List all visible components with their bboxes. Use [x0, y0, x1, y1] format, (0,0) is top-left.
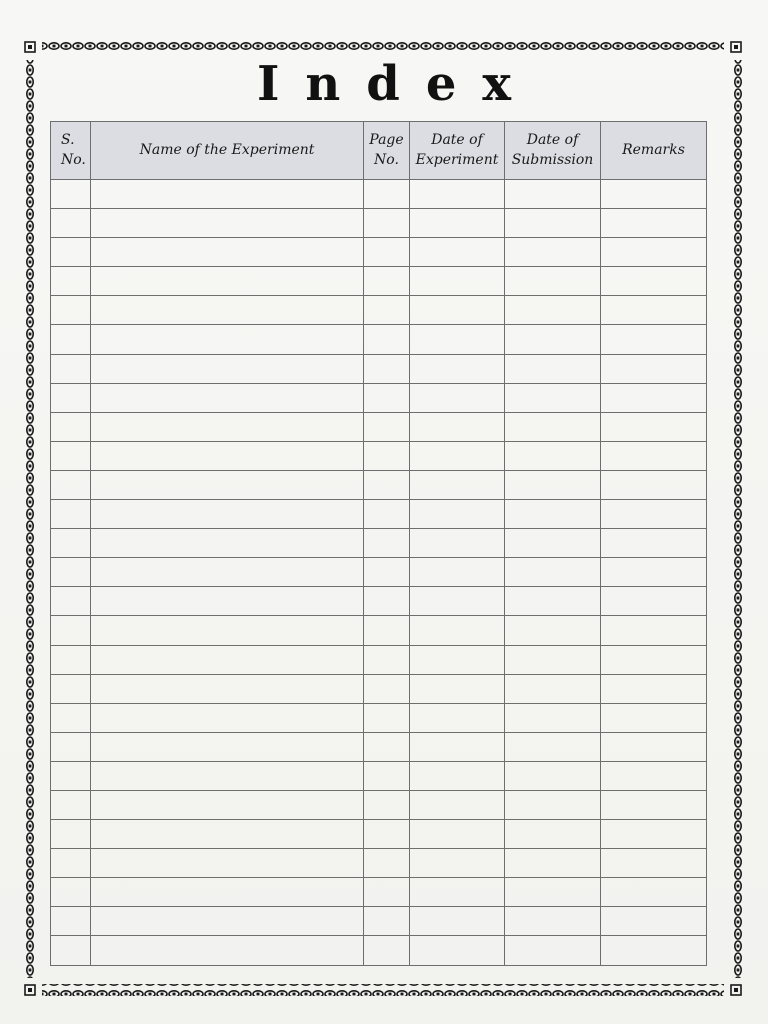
cell-page-no — [364, 849, 410, 878]
cell-page-no — [364, 383, 410, 412]
cell-date-of-submission — [505, 500, 601, 529]
cell-serial-no — [51, 674, 91, 703]
cell-serial-no — [51, 790, 91, 819]
cell-serial-no — [51, 529, 91, 558]
cell-serial-no — [51, 354, 91, 383]
table-row — [51, 209, 707, 238]
cell-remarks — [601, 296, 707, 325]
table-row — [51, 441, 707, 470]
cell-serial-no — [51, 732, 91, 761]
cell-experiment-name — [91, 616, 364, 645]
cell-date-of-experiment — [410, 180, 505, 209]
cell-page-no — [364, 529, 410, 558]
cell-date-of-submission — [505, 790, 601, 819]
cell-remarks — [601, 849, 707, 878]
table-row — [51, 936, 707, 965]
cell-date-of-experiment — [410, 441, 505, 470]
cell-remarks — [601, 558, 707, 587]
cell-page-no — [364, 936, 410, 965]
cell-date-of-submission — [505, 354, 601, 383]
header-experiment-name: Name of the Experiment — [91, 122, 364, 180]
table-row — [51, 674, 707, 703]
cell-experiment-name — [91, 674, 364, 703]
cell-date-of-submission — [505, 383, 601, 412]
cell-page-no — [364, 354, 410, 383]
cell-date-of-experiment — [410, 674, 505, 703]
cell-page-no — [364, 587, 410, 616]
cell-date-of-submission — [505, 558, 601, 587]
table-row — [51, 180, 707, 209]
cell-serial-no — [51, 209, 91, 238]
table-row — [51, 412, 707, 441]
table-row — [51, 820, 707, 849]
cell-page-no — [364, 703, 410, 732]
cell-remarks — [601, 587, 707, 616]
cell-experiment-name — [91, 296, 364, 325]
cell-page-no — [364, 558, 410, 587]
table-row — [51, 761, 707, 790]
cell-remarks — [601, 412, 707, 441]
cell-experiment-name — [91, 238, 364, 267]
cell-date-of-submission — [505, 936, 601, 965]
table-row — [51, 645, 707, 674]
cell-date-of-experiment — [410, 587, 505, 616]
table-row — [51, 500, 707, 529]
cell-date-of-submission — [505, 587, 601, 616]
cell-date-of-submission — [505, 470, 601, 499]
index-table — [50, 121, 707, 966]
cell-serial-no — [51, 267, 91, 296]
table-row — [51, 616, 707, 645]
cell-page-no — [364, 761, 410, 790]
cell-date-of-submission — [505, 441, 601, 470]
cell-serial-no — [51, 500, 91, 529]
cell-date-of-experiment — [410, 849, 505, 878]
cell-experiment-name — [91, 820, 364, 849]
cell-remarks — [601, 732, 707, 761]
cell-date-of-experiment — [410, 732, 505, 761]
cell-date-of-experiment — [410, 907, 505, 936]
cell-serial-no — [51, 587, 91, 616]
cell-date-of-submission — [505, 849, 601, 878]
cell-remarks — [601, 936, 707, 965]
table-row — [51, 878, 707, 907]
cell-date-of-submission — [505, 238, 601, 267]
cell-experiment-name — [91, 761, 364, 790]
cell-date-of-experiment — [410, 936, 505, 965]
cell-date-of-submission — [505, 616, 601, 645]
cell-date-of-experiment — [410, 209, 505, 238]
table-row — [51, 325, 707, 354]
table-row — [51, 558, 707, 587]
cell-experiment-name — [91, 907, 364, 936]
cell-date-of-submission — [505, 645, 601, 674]
cell-page-no — [364, 732, 410, 761]
cell-date-of-submission — [505, 325, 601, 354]
cell-experiment-name — [91, 441, 364, 470]
table-body — [51, 180, 707, 966]
cell-experiment-name — [91, 790, 364, 819]
cell-serial-no — [51, 383, 91, 412]
cell-serial-no — [51, 558, 91, 587]
cell-remarks — [601, 674, 707, 703]
cell-remarks — [601, 238, 707, 267]
cell-page-no — [364, 296, 410, 325]
cell-remarks — [601, 790, 707, 819]
cell-remarks — [601, 180, 707, 209]
cell-serial-no — [51, 296, 91, 325]
cell-remarks — [601, 441, 707, 470]
cell-date-of-submission — [505, 703, 601, 732]
cell-remarks — [601, 761, 707, 790]
cell-date-of-submission — [505, 209, 601, 238]
cell-date-of-experiment — [410, 354, 505, 383]
cell-remarks — [601, 470, 707, 499]
cell-experiment-name — [91, 383, 364, 412]
table-row — [51, 907, 707, 936]
header-remarks: Remarks — [601, 122, 707, 180]
cell-experiment-name — [91, 209, 364, 238]
cell-experiment-name — [91, 500, 364, 529]
table-row — [51, 470, 707, 499]
cell-date-of-experiment — [410, 470, 505, 499]
cell-date-of-experiment — [410, 761, 505, 790]
header-serial-no: S. No. — [51, 122, 91, 180]
cell-page-no — [364, 790, 410, 819]
cell-serial-no — [51, 820, 91, 849]
cell-remarks — [601, 500, 707, 529]
cell-remarks — [601, 907, 707, 936]
cell-date-of-experiment — [410, 645, 505, 674]
cell-date-of-experiment — [410, 820, 505, 849]
table-row — [51, 849, 707, 878]
cell-page-no — [364, 500, 410, 529]
cell-date-of-experiment — [410, 616, 505, 645]
cell-page-no — [364, 238, 410, 267]
cell-serial-no — [51, 412, 91, 441]
page-title: Index — [256, 56, 538, 112]
cell-experiment-name — [91, 703, 364, 732]
table-row — [51, 732, 707, 761]
cell-date-of-submission — [505, 529, 601, 558]
table-row — [51, 354, 707, 383]
cell-experiment-name — [91, 558, 364, 587]
cell-date-of-experiment — [410, 412, 505, 441]
cell-remarks — [601, 820, 707, 849]
cell-experiment-name — [91, 354, 364, 383]
table-row — [51, 238, 707, 267]
cell-page-no — [364, 470, 410, 499]
cell-date-of-submission — [505, 761, 601, 790]
cell-serial-no — [51, 616, 91, 645]
cell-experiment-name — [91, 470, 364, 499]
cell-experiment-name — [91, 849, 364, 878]
cell-date-of-experiment — [410, 878, 505, 907]
cell-date-of-experiment — [410, 529, 505, 558]
cell-experiment-name — [91, 936, 364, 965]
cell-experiment-name — [91, 878, 364, 907]
cell-page-no — [364, 209, 410, 238]
header-date-of-experiment: Date of Experiment — [410, 122, 505, 180]
cell-date-of-experiment — [410, 267, 505, 296]
cell-date-of-submission — [505, 907, 601, 936]
cell-page-no — [364, 412, 410, 441]
cell-serial-no — [51, 907, 91, 936]
cell-page-no — [364, 616, 410, 645]
cell-experiment-name — [91, 267, 364, 296]
cell-experiment-name — [91, 529, 364, 558]
cell-serial-no — [51, 936, 91, 965]
table-row — [51, 383, 707, 412]
cell-serial-no — [51, 703, 91, 732]
cell-remarks — [601, 878, 707, 907]
cell-experiment-name — [91, 587, 364, 616]
cell-page-no — [364, 325, 410, 354]
cell-serial-no — [51, 470, 91, 499]
cell-date-of-submission — [505, 180, 601, 209]
table-row — [51, 529, 707, 558]
cell-page-no — [364, 441, 410, 470]
cell-date-of-submission — [505, 267, 601, 296]
table-header-row — [51, 122, 707, 180]
cell-date-of-submission — [505, 878, 601, 907]
cell-page-no — [364, 180, 410, 209]
cell-date-of-submission — [505, 732, 601, 761]
header-date-of-submission: Date of Submission — [505, 122, 601, 180]
table-row — [51, 790, 707, 819]
cell-experiment-name — [91, 645, 364, 674]
cell-date-of-submission — [505, 296, 601, 325]
cell-date-of-submission — [505, 820, 601, 849]
cell-date-of-experiment — [410, 325, 505, 354]
cell-remarks — [601, 267, 707, 296]
cell-date-of-experiment — [410, 558, 505, 587]
table-row — [51, 703, 707, 732]
cell-remarks — [601, 616, 707, 645]
table-row — [51, 587, 707, 616]
cell-remarks — [601, 325, 707, 354]
cell-page-no — [364, 907, 410, 936]
cell-date-of-submission — [505, 412, 601, 441]
cell-date-of-experiment — [410, 383, 505, 412]
cell-serial-no — [51, 878, 91, 907]
cell-page-no — [364, 267, 410, 296]
cell-remarks — [601, 645, 707, 674]
cell-serial-no — [51, 180, 91, 209]
cell-experiment-name — [91, 732, 364, 761]
table-row — [51, 296, 707, 325]
table-row — [51, 267, 707, 296]
cell-date-of-experiment — [410, 790, 505, 819]
cell-page-no — [364, 820, 410, 849]
cell-serial-no — [51, 645, 91, 674]
cell-experiment-name — [91, 180, 364, 209]
cell-remarks — [601, 529, 707, 558]
cell-date-of-experiment — [410, 703, 505, 732]
cell-serial-no — [51, 238, 91, 267]
cell-date-of-experiment — [410, 238, 505, 267]
cell-date-of-submission — [505, 674, 601, 703]
cell-page-no — [364, 645, 410, 674]
cell-serial-no — [51, 441, 91, 470]
cell-page-no — [364, 878, 410, 907]
cell-remarks — [601, 383, 707, 412]
cell-remarks — [601, 703, 707, 732]
cell-serial-no — [51, 849, 91, 878]
cell-serial-no — [51, 761, 91, 790]
cell-experiment-name — [91, 325, 364, 354]
cell-date-of-experiment — [410, 500, 505, 529]
cell-serial-no — [51, 325, 91, 354]
cell-date-of-experiment — [410, 296, 505, 325]
header-page-no: Page No. — [364, 122, 410, 180]
cell-remarks — [601, 209, 707, 238]
cell-page-no — [364, 674, 410, 703]
cell-remarks — [601, 354, 707, 383]
index-table-container — [50, 121, 706, 967]
cell-experiment-name — [91, 412, 364, 441]
